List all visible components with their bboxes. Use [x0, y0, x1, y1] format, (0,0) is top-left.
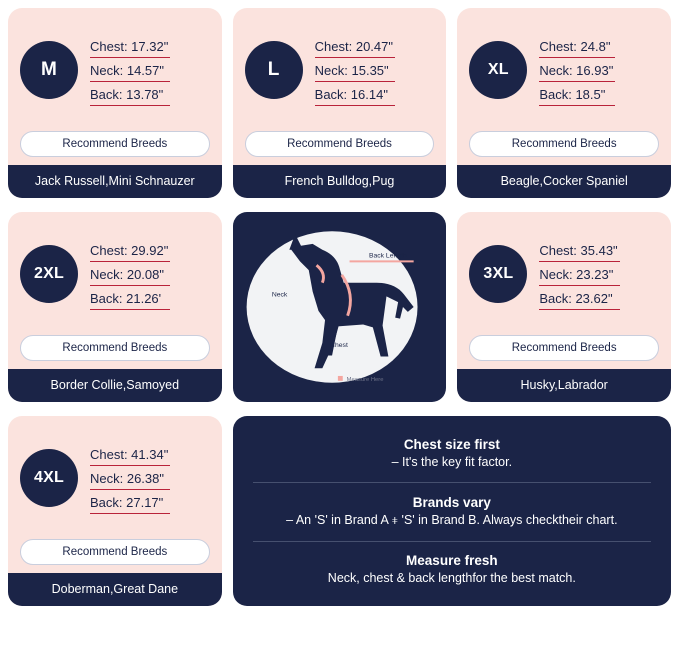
size-card-top — [8, 416, 222, 539]
chest-measurement: Chest: 29.92" — [90, 240, 170, 262]
back-length-label: Back Length — [368, 252, 407, 260]
tip-divider — [253, 541, 651, 542]
back-measurement: Back: 16.14" — [315, 84, 395, 106]
recommend-breeds-button[interactable]: Recommend Breeds — [245, 131, 435, 157]
breeds-label: French Bulldog,Pug — [233, 165, 447, 198]
neck-measurement: Neck: 16.93" — [539, 60, 615, 82]
fit-tips-panel — [233, 416, 671, 606]
dog-diagram — [233, 212, 447, 402]
recommend-breeds-button[interactable]: Recommend Breeds — [20, 335, 210, 361]
chest-measurement: Chest: 17.32" — [90, 36, 170, 58]
size-card-top — [8, 212, 222, 335]
tip-body: – It's the key fit factor. — [391, 454, 513, 469]
size-card-top — [457, 8, 671, 131]
chest-measurement: Chest: 24.8" — [539, 36, 615, 58]
tip-divider — [253, 482, 651, 483]
recommend-breeds-button[interactable]: Recommend Breeds — [20, 131, 210, 157]
size-badge: L — [245, 41, 303, 99]
recommend-wrap — [8, 539, 222, 573]
tip-item — [249, 437, 655, 471]
measure-here-swatch — [338, 376, 343, 381]
chest-measurement: Chest: 35.43" — [539, 240, 619, 262]
measure-here-label: Measure Here — [346, 376, 384, 383]
chest-measurement: Chest: 20.47" — [315, 36, 395, 58]
neck-measurement: Neck: 15.35" — [315, 60, 395, 82]
neck-measurement: Neck: 26.38" — [90, 468, 170, 490]
neck-measurement: Neck: 20.08" — [90, 264, 170, 286]
back-measurement: Back: 18.5" — [539, 84, 615, 106]
tip-title: Chest size first — [403, 436, 500, 452]
recommend-wrap — [457, 131, 671, 165]
recommend-breeds-button[interactable]: Recommend Breeds — [20, 539, 210, 565]
chest-measurement: Chest: 41.34" — [90, 444, 170, 466]
size-card-4xl — [8, 416, 222, 606]
back-measurement: Back: 21.26' — [90, 288, 170, 310]
size-badge: XL — [469, 41, 527, 99]
breeds-label: Doberman,Great Dane — [8, 573, 222, 606]
size-card-m — [8, 8, 222, 198]
breeds-label: Border Collie,Samoyed — [8, 369, 222, 402]
breeds-label: Jack Russell,Mini Schnauzer — [8, 165, 222, 198]
breeds-label: Husky,Labrador — [457, 369, 671, 402]
measurement-list — [90, 442, 170, 514]
recommend-breeds-button[interactable]: Recommend Breeds — [469, 131, 659, 157]
size-badge: 4XL — [20, 449, 78, 507]
measurement-list — [90, 34, 170, 106]
size-card-3xl — [457, 212, 671, 402]
size-card-2xl — [8, 212, 222, 402]
back-measurement: Back: 27.17" — [90, 492, 170, 514]
size-card-xl — [457, 8, 671, 198]
recommend-breeds-button[interactable]: Recommend Breeds — [469, 335, 659, 361]
neck-measurement: Neck: 14.57" — [90, 60, 170, 82]
recommend-wrap — [457, 335, 671, 369]
measurement-list — [90, 238, 170, 310]
neck-label: Neck — [271, 291, 287, 299]
tip-body: Neck, chest & back lengthfor the best match. — [327, 571, 576, 586]
measurement-list — [315, 34, 395, 106]
size-badge: M — [20, 41, 78, 99]
recommend-wrap — [8, 335, 222, 369]
measurement-diagram-card — [233, 212, 447, 402]
size-card-top — [8, 8, 222, 131]
recommend-wrap — [8, 131, 222, 165]
measurement-list — [539, 238, 619, 310]
neck-measurement: Neck: 23.23" — [539, 264, 619, 286]
chest-label: Chest — [329, 341, 348, 349]
tip-title: Brands vary — [412, 495, 491, 511]
size-badge: 3XL — [469, 245, 527, 303]
tip-body: – An 'S' in Brand A ⧧ 'S' in Brand B. Always checktheir chart. — [286, 513, 618, 528]
size-badge: 2XL — [20, 245, 78, 303]
size-card-l — [233, 8, 447, 198]
tip-item — [249, 495, 655, 529]
breeds-label: Beagle,Cocker Spaniel — [457, 165, 671, 198]
tip-item — [249, 553, 655, 587]
tip-title: Measure fresh — [406, 553, 498, 569]
cards-grid — [8, 8, 671, 606]
size-card-top — [457, 212, 671, 335]
measurement-list — [539, 34, 615, 106]
recommend-wrap — [233, 131, 447, 165]
size-card-top — [233, 8, 447, 131]
back-measurement: Back: 13.78" — [90, 84, 170, 106]
back-measurement: Back: 23.62" — [539, 288, 619, 310]
